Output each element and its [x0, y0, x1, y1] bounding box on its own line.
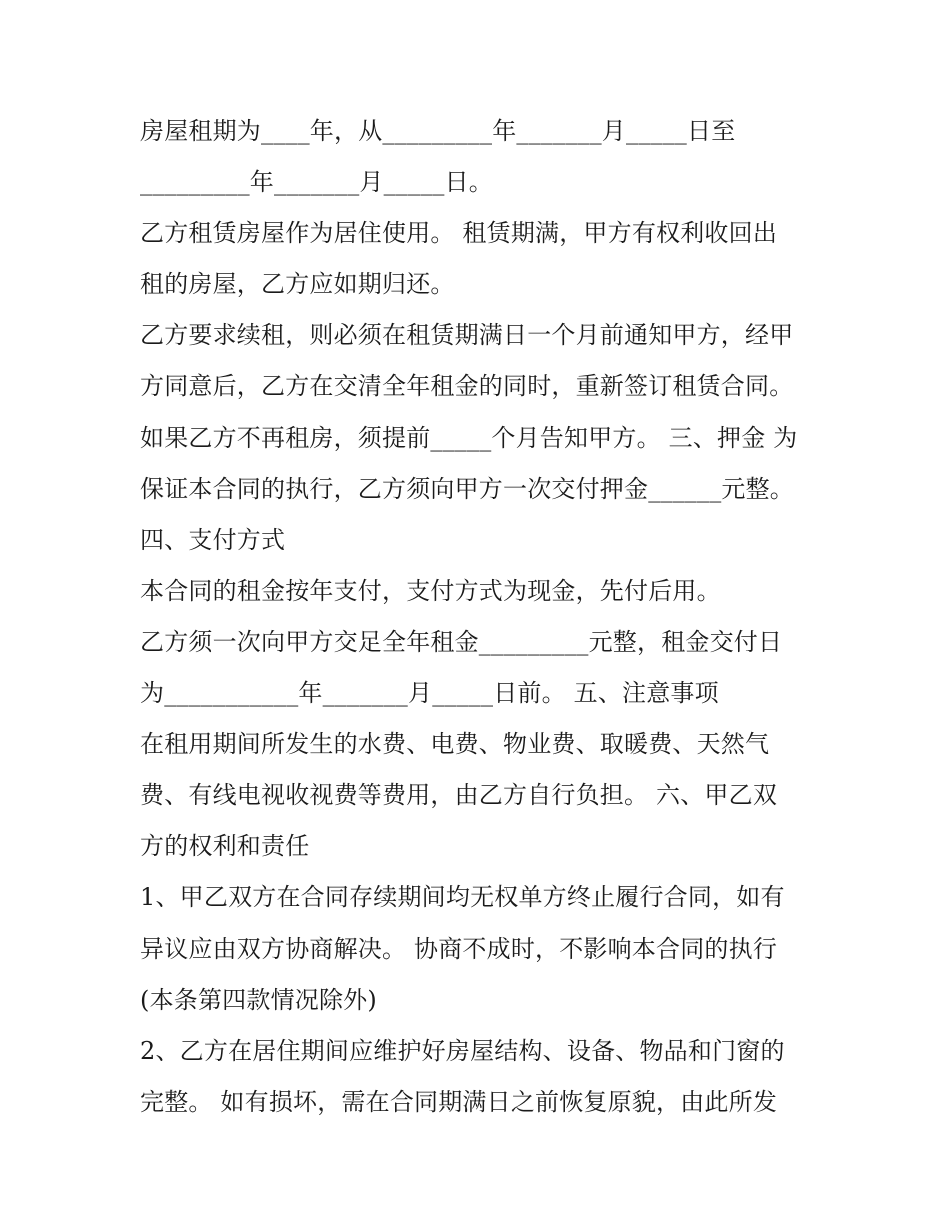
text-line: 如果乙方不再租房，须提前_____个月告知甲方。 三、押金 为: [140, 423, 798, 452]
text-line: 2、乙方在居住期间应维护好房屋结构、设备、物品和门窗的: [140, 1036, 785, 1065]
text-line: 在租用期间所发生的水费、电费、物业费、取暖费、天然气: [140, 730, 770, 759]
text-line: 乙方租赁房屋作为居住使用。 租赁期满，甲方有权利收回出: [140, 219, 778, 248]
text-line: 本合同的租金按年支付，支付方式为现金，先付后用。: [140, 576, 721, 605]
text-line: 保证本合同的执行，乙方须向甲方一次交付押金______元整。: [140, 474, 794, 503]
text-line: 1、甲乙双方在合同存续期间均无权单方终止履行合同，如有: [140, 883, 785, 912]
text-line: 异议应由双方协商解决。 协商不成时，不影响本合同的执行: [140, 934, 778, 963]
text-line: 乙方须一次向甲方交足全年租金_________元整，租金交付日: [140, 627, 783, 656]
text-line: 方同意后，乙方在交清全年租金的同时，重新签订租赁合同。: [140, 372, 794, 401]
text-line: 完整。 如有损坏，需在合同期满日之前恢复原貌，由此所发: [140, 1087, 778, 1116]
text-line: 租的房屋，乙方应如期归还。: [140, 270, 455, 299]
text-line: _________年_______月_____日。: [140, 168, 493, 197]
text-line: 房屋租期为____年，从_________年_______月_____日至: [140, 117, 736, 145]
text-line: 为___________年_______月_____日前。 五、注意事项: [140, 679, 719, 708]
text-line: 方的权利和责任: [140, 832, 310, 861]
section-heading: 四、支付方式: [140, 525, 286, 554]
text-line: (本条第四款情况除外): [140, 985, 377, 1014]
text-line: 乙方要求续租，则必须在租赁期满日一个月前通知甲方，经甲: [140, 321, 794, 350]
text-line: 费、有线电视收视费等费用，由乙方自行负担。 六、甲乙双: [140, 781, 778, 810]
contract-body: [140, 106, 820, 1128]
